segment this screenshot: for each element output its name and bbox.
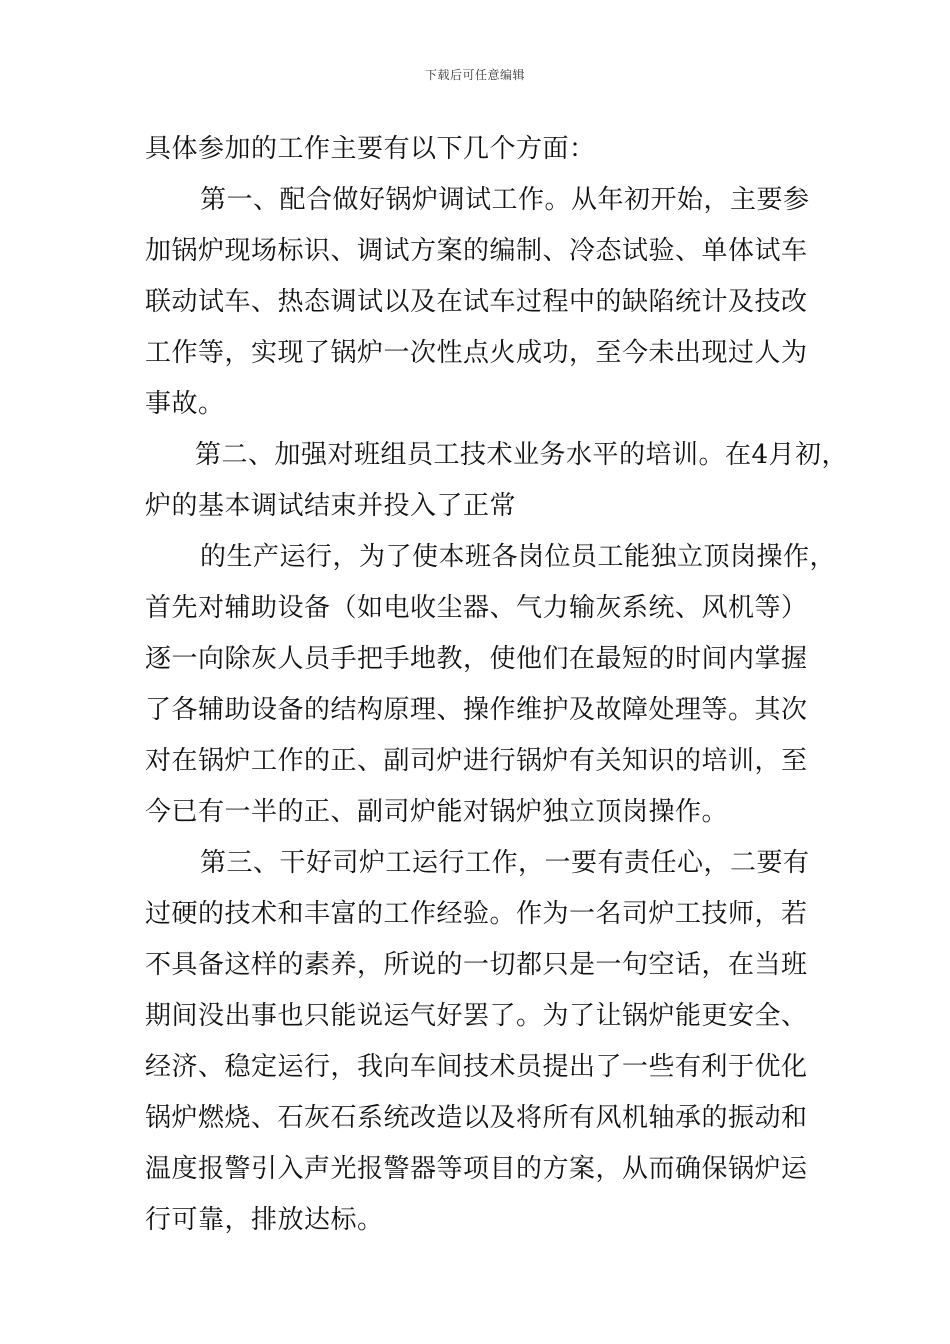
paragraph-line: 第一、配合做好锅炉调试工作。从年初开始，主要参 [200,185,810,215]
paragraph-line: 期间没出事也只能说运气好罢了。为了让锅炉能更安全、 [145,1001,808,1031]
paragraph-line: 工作等，实现了锅炉一次性点火成功，至今未出现过人为 [145,338,808,368]
document-body [145,124,849,1246]
paragraph-line: 加锅炉现场标识、调试方案的编制、冷态试验、单体试车 [145,236,808,266]
paragraph-line: 不具备这样的素养，所说的一切都只是一句空话，在当班 [145,950,808,980]
paragraph-line: 的生产运行，为了使本班各岗位员工能独立顶岗操作， [200,542,837,572]
paragraph-line: 锅炉燃烧、石灰石系统改造以及将所有风机轴承的振动和 [145,1103,808,1133]
paragraph-line: 事故。 [145,389,225,419]
paragraph-line: 对在锅炉工作的正、副司炉进行锅炉有关知识的培训，至 [145,746,808,776]
paragraph-line: 了各辅助设备的结构原理、操作维护及故障处理等。其次 [145,695,808,725]
paragraph-line: 逐一向除灰人员手把手地教，使他们在最短的时间内掌握 [145,644,808,674]
paragraph-line: 具体参加的工作主要有以下几个方面： [145,134,596,164]
paragraph-line: 行可靠，排放达标。 [145,1205,384,1235]
paragraph-line: 第二、加强对班组员工技术业务水平的培训。在4月初， [195,440,849,470]
paragraph-line: 第三、干好司炉工运行工作，一要有责任心，二要有 [200,848,810,878]
paragraph-line: 经济、稳定运行，我向车间技术员提出了一些有利于优化 [145,1052,808,1082]
paragraph-line: 今已有一半的正、副司炉能对锅炉独立顶岗操作。 [145,797,729,827]
paragraph-line: 温度报警引入声光报警器等项目的方案，从而确保锅炉运 [145,1154,808,1184]
paragraph-line: 过硬的技术和丰富的工作经验。作为一名司炉工技师，若 [145,899,808,929]
paragraph-line: 首先对辅助设备（如电收尘器、气力输灰系统、风机等） [145,593,808,623]
paragraph-line: 炉的基本调试结束并投入了正常 [145,491,517,521]
page-header: 下载后可任意编辑 [424,68,525,82]
paragraph-line: 联动试车、热态调试以及在试车过程中的缺陷统计及技改 [145,287,808,317]
